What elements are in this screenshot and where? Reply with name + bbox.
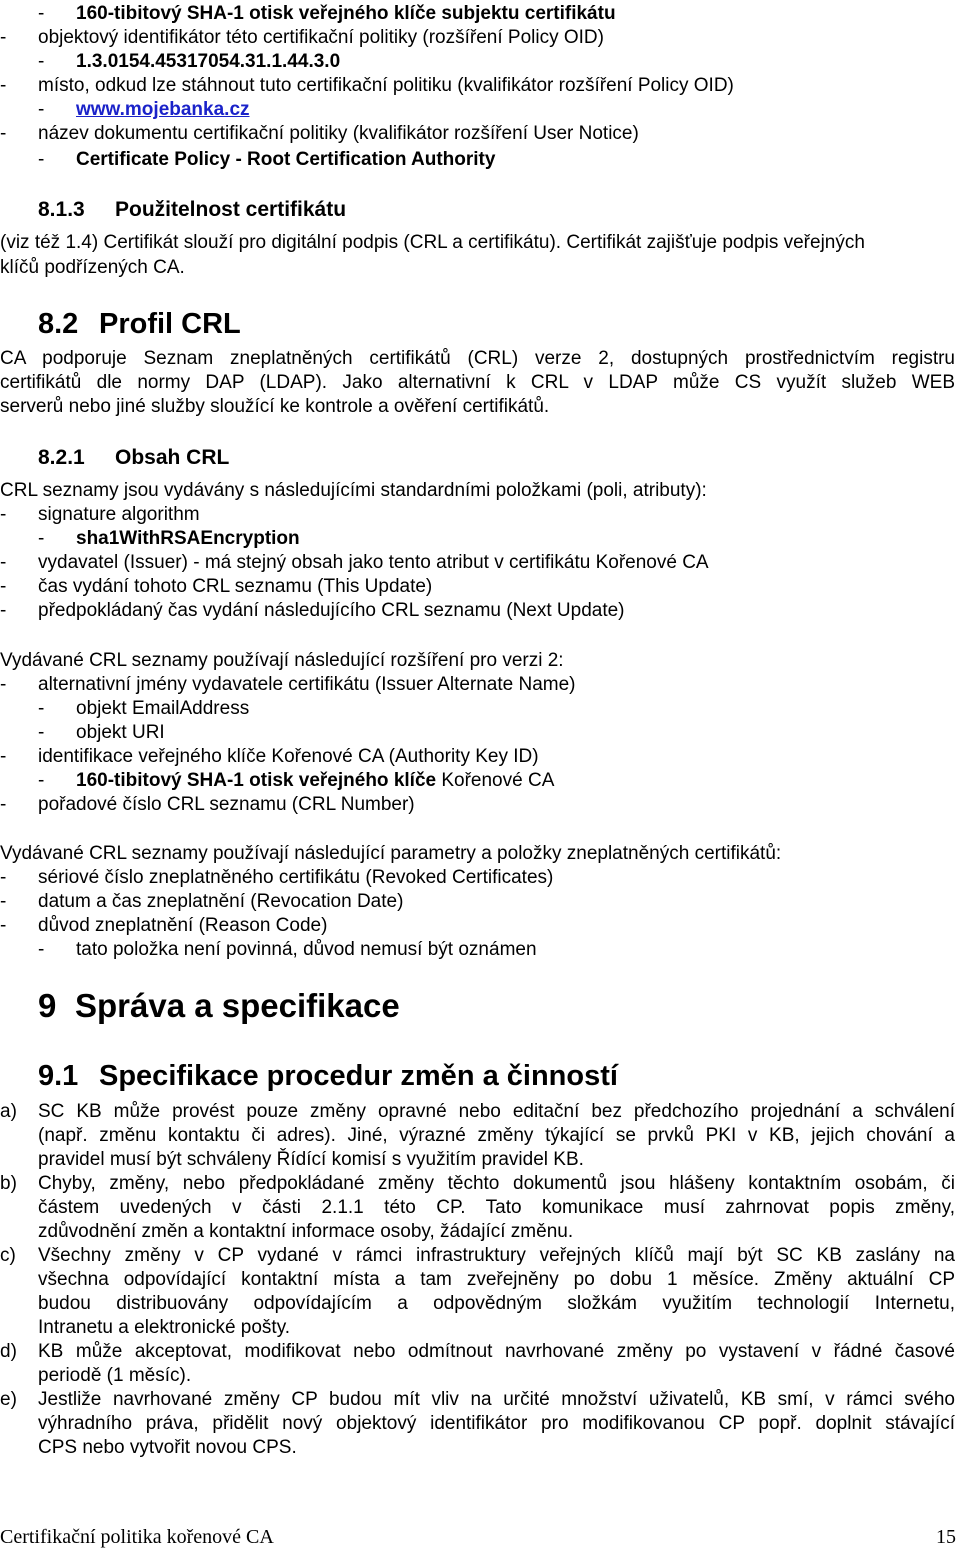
paragraph-line: CA podporuje Seznam zneplatněných certifikátů (CRL) verze 2, dostupných prostřednictvím registru	[0, 348, 955, 369]
section-number: 8.2.1	[38, 446, 85, 469]
list-item-text: název dokumentu certifikační politiky (kvalifikátor rozšíření User Notice)	[38, 123, 639, 144]
enum-line: SC KB může provést pouze změny opravné nebo editační bez předchozího projednání a schválení	[38, 1101, 955, 1122]
bullet-dash: -	[0, 75, 7, 96]
enum-line: Intranetu a elektronické pošty.	[38, 1317, 291, 1338]
paragraph-text: klíčů podřízených CA.	[0, 257, 185, 278]
footer-doc-title: Certifikační politika kořenové CA	[0, 1526, 274, 1548]
enum-line: Chyby, změny, nebo předpokládané změny těchto dokumentů jsou hlášeny kontaktním osobám, či	[38, 1173, 955, 1194]
policy-url-link[interactable]: www.mojebanka.cz	[76, 99, 250, 120]
bullet-dash: -	[38, 149, 45, 170]
paragraph-line: CRL seznamy jsou vydávány s následujícími standardními položkami (poli, atributy):	[0, 480, 707, 501]
enum-line: (např. změnu kontaktu či adres). Jiné, výrazné změny týkající se prvků PKI v KB, jejich chování a	[38, 1125, 955, 1146]
bullet-dash: -	[38, 698, 45, 719]
bullet-dash: -	[0, 552, 7, 573]
paragraph-line: certifikátů dle normy DAP (LDAP). Jako alternativní k CRL v LDAP může CS využít služeb WEB	[0, 372, 955, 393]
bullet-dash: -	[38, 770, 45, 791]
policy-oid: 1.3.0154.45317054.31.1.44.3.0	[76, 51, 341, 72]
list-item-text	[76, 769, 554, 793]
paragraph-line: Vydávané CRL seznamy používají následující rozšíření pro verzi 2:	[0, 650, 564, 671]
enum-line: zdůvodnění změn a kontaktní informace osoby, žádající změnu.	[38, 1221, 574, 1242]
bullet-dash: -	[0, 915, 7, 936]
enum-line: budou distribuovány odpovídajícím a odpovědným složkám využitím technologií Internetu,	[38, 1293, 955, 1314]
chapter-number: 9	[38, 987, 57, 1024]
section-title: Použitelnost certifikátu	[115, 198, 347, 221]
list-item-text: důvod zneplatnění (Reason Code)	[38, 915, 328, 936]
list-item-text: pořadové číslo CRL seznamu (CRL Number)	[38, 794, 415, 815]
list-item-text: předpokládaný čas vydání následujícího CRL seznamu (Next Update)	[38, 600, 625, 621]
enum-line: Jestliže navrhované změny CP budou mít vliv na určité množství uživatelů, KB smí, v rámci svého	[38, 1389, 955, 1410]
enum-line: Všechny změny v CP vydané v rámci infrastruktury veřejných klíčů mají být SC KB zaslány na	[38, 1245, 955, 1266]
list-item-text: objektový identifikátor této certifikační politiky (rozšíření Policy OID)	[38, 27, 604, 48]
bullet-dash: -	[38, 99, 45, 120]
bullet-dash: -	[0, 746, 7, 767]
enum-line: CPS nebo vytvořit novou CPS.	[38, 1437, 297, 1458]
list-item-text: alternativní jmény vydavatele certifikátu (Issuer Alternate Name)	[38, 674, 576, 695]
list-item-text: identifikace veřejného klíče Kořenové CA (Authority Key ID)	[38, 746, 539, 767]
list-item-text: vydavatel (Issuer) - má stejný obsah jako tento atribut v certifikátu Kořenové CA	[38, 552, 709, 573]
bullet-dash: -	[38, 3, 45, 24]
enum-line: pravidel musí být schváleny Řídící komisí s využitím pravidel KB.	[38, 1149, 584, 1170]
list-item-text: 160-tibitový SHA-1 otisk veřejného klíče subjektu certifikátu	[76, 3, 616, 24]
enum-label: c)	[0, 1245, 16, 1266]
bullet-dash: -	[38, 722, 45, 743]
section-title: Specifikace procedur změn a činností	[99, 1060, 618, 1092]
bullet-dash: -	[38, 528, 45, 549]
list-item-text: objekt EmailAddress	[76, 698, 250, 719]
bold-fragment: 160-tibitový SHA-1 otisk veřejného klíče	[76, 770, 437, 791]
enum-line: výhradního práva, přidělit nový objektový identifikátor pro modifikovanou CP popř. doplnit stávající	[38, 1413, 955, 1434]
list-item-text: signature algorithm	[38, 504, 200, 525]
bullet-dash: -	[0, 504, 7, 525]
document-name: Certificate Policy - Root Certification Authority	[76, 149, 496, 170]
bullet-dash: -	[0, 867, 7, 888]
list-item-text: datum a čas zneplatnění (Revocation Date)	[38, 891, 404, 912]
section-number: 9.1	[38, 1060, 79, 1092]
list-item-text: objekt URI	[76, 722, 165, 743]
bullet-dash: -	[0, 600, 7, 621]
paragraph-text: (viz též 1.4) Certifikát slouží pro digitální podpis (CRL a certifikátu). Certifikát zajišťuje podpis veřejných	[0, 232, 865, 253]
bullet-dash: -	[0, 891, 7, 912]
list-item-text: místo, odkud lze stáhnout tuto certifikační politiku (kvalifikátor rozšíření Policy OID)	[38, 75, 734, 96]
enum-label: d)	[0, 1341, 17, 1362]
footer-page-number: 15	[936, 1526, 956, 1548]
chapter-title: Správa a specifikace	[75, 987, 400, 1024]
bullet-dash: -	[0, 674, 7, 695]
bullet-dash: -	[0, 123, 7, 144]
plain-fragment: Kořenové CA	[441, 770, 555, 791]
list-item-text: sériové číslo zneplatněného certifikátu (Revoked Certificates)	[38, 867, 554, 888]
enum-line: částem uvedených v části 2.1.1 této CP. Tato komunikace musí zahrnovat popis změny,	[38, 1197, 955, 1218]
bullet-dash: -	[0, 576, 7, 597]
section-number: 8.1.3	[38, 198, 85, 221]
paragraph-line: serverů nebo jiné služby sloužící ke kontrole a ověření certifikátů.	[0, 396, 550, 417]
bullet-dash: -	[38, 939, 45, 960]
enum-label: b)	[0, 1173, 17, 1194]
section-title: Obsah CRL	[115, 446, 230, 469]
list-item-text: tato položka není povinná, důvod nemusí být oznámen	[76, 939, 537, 960]
list-item-text: sha1WithRSAEncryption	[76, 528, 300, 549]
enum-line: periodě (1 měsíc).	[38, 1365, 192, 1386]
enum-label: e)	[0, 1389, 17, 1410]
enum-line: všechna odpovídající kontaktní místa a tam zveřejněny po dobu 1 měsíce. Změny aktuální CP	[38, 1269, 955, 1290]
list-item-text: čas vydání tohoto CRL seznamu (This Update)	[38, 576, 433, 597]
enum-line: KB může akceptovat, modifikovat nebo odmítnout navrhované změny po vystavení v řádné časové	[38, 1341, 955, 1362]
section-title: Profil CRL	[99, 308, 241, 340]
enum-label: a)	[0, 1101, 17, 1122]
paragraph-line: Vydávané CRL seznamy používají následující parametry a položky zneplatněných certifikátů:	[0, 843, 782, 864]
bullet-dash: -	[38, 51, 45, 72]
bullet-dash: -	[0, 794, 7, 815]
section-number: 8.2	[38, 308, 79, 340]
bullet-dash: -	[0, 27, 7, 48]
